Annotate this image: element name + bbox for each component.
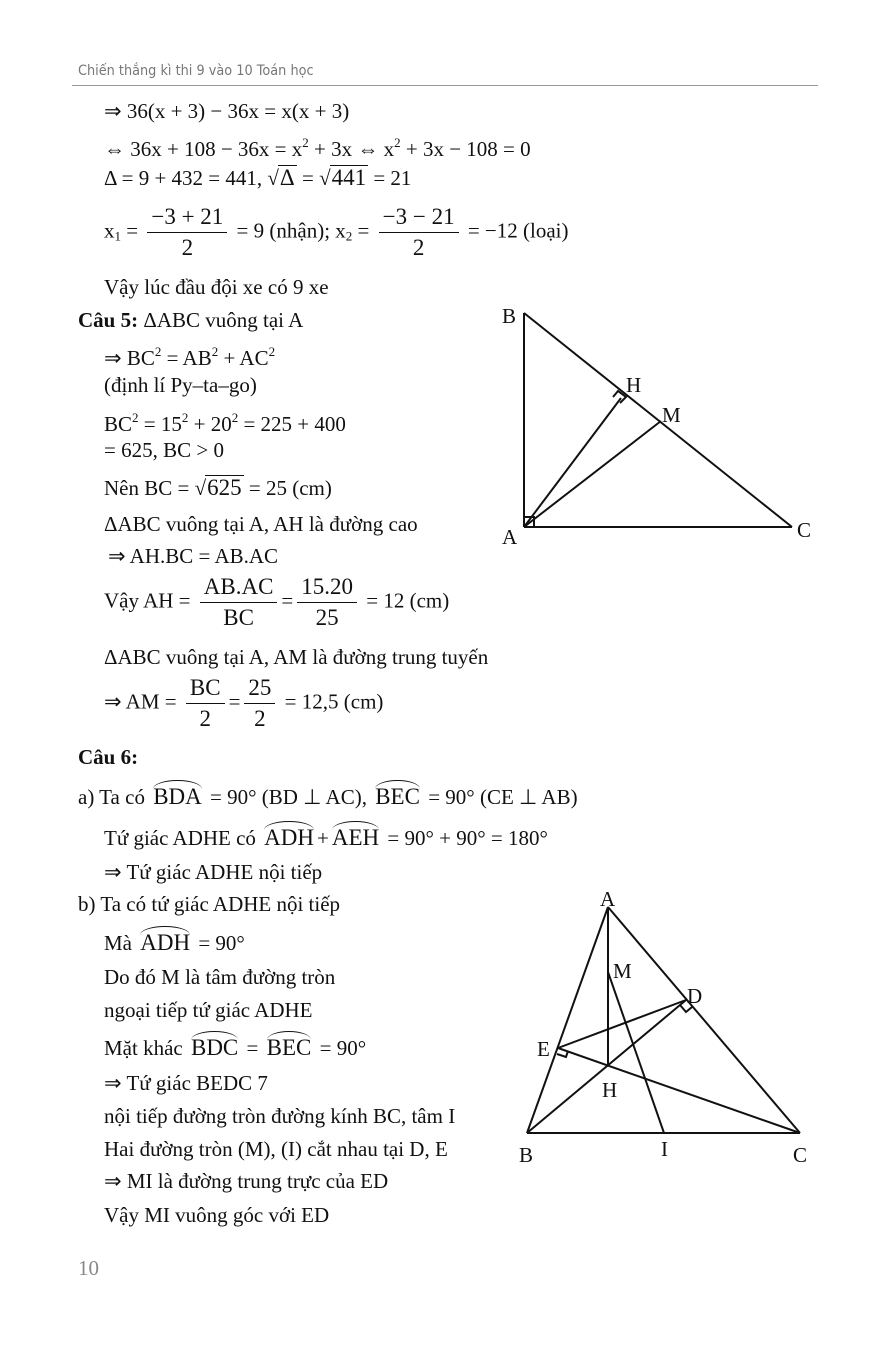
text: a) Ta có	[78, 785, 151, 809]
equation-line: = 625, BC > 0	[104, 438, 224, 462]
text: = AB	[161, 346, 212, 370]
text: = −12 (loại)	[462, 218, 569, 243]
text-line: ⇒ Tứ giác ADHE nội tiếp	[104, 860, 323, 884]
text: =	[296, 166, 320, 190]
text: Vậy AH =	[104, 588, 196, 613]
denominator: 2	[181, 235, 194, 260]
exponent: 2	[132, 410, 139, 425]
text: + AC	[218, 346, 269, 370]
text: + 20	[188, 412, 232, 436]
subscript: 1	[114, 228, 121, 244]
denominator: 2	[254, 706, 266, 731]
equation-line: ⇒ 36(x + 3) − 36x = x(x + 3)	[104, 99, 350, 123]
text: Mặt khác	[104, 1036, 188, 1060]
denominator: 25	[315, 605, 339, 630]
running-header: Chiến thắng kì thi 9 vào 10 Toán học	[78, 63, 314, 79]
text: Δ = 9 + 432 = 441,	[104, 166, 268, 190]
text-line: ngoại tiếp tứ giác ADHE	[104, 998, 313, 1022]
angle-symbol: ADH	[264, 825, 315, 850]
text-line: ΔABC vuông tại A, AH là đường cao	[104, 512, 418, 536]
text: = 12,5 (cm)	[279, 689, 384, 714]
text-line: Do đó M là tâm đường tròn	[104, 965, 336, 989]
numerator: AB.AC	[200, 572, 278, 603]
question-label: Câu 6:	[78, 745, 139, 769]
equation-line: Vậy AH = $\frac{AB.AC}{BC}$ = $\frac{15.20}{25}$ = 12 (cm)	[104, 572, 449, 633]
equation-line: Δ = 9 + 432 = 441, √Δ = √441 = 21	[104, 165, 412, 190]
label-D: D	[687, 984, 703, 1008]
figure-triangle-orthocenter	[527, 907, 800, 1133]
text-line: b) Ta có tứ giác ADHE nội tiếp	[78, 892, 341, 916]
label-H: H	[626, 373, 642, 397]
text-line: ⇒ Tứ giác BEDC 7	[104, 1071, 268, 1095]
text: = 90° (BD ⊥ AC),	[204, 785, 373, 809]
label-C: C	[793, 1143, 808, 1167]
angle-symbol: BEC	[266, 1035, 312, 1060]
angle-symbol: ADH	[140, 930, 191, 955]
label-B: B	[502, 304, 517, 328]
exponent: 2	[302, 135, 309, 150]
angle-symbol: BDC	[190, 1035, 239, 1060]
denominator: 2	[199, 706, 211, 731]
text: x	[104, 218, 115, 243]
text-line: ΔABC vuông tại A, AM là đường trung tuyến	[104, 645, 489, 669]
text: = 25 (cm)	[243, 476, 332, 500]
text: Nên BC =	[104, 476, 195, 500]
sqrt-radicand: Δ	[279, 165, 295, 190]
text: = 225 + 400	[238, 412, 346, 436]
text-line: (định lí Py–ta–go)	[104, 373, 257, 397]
exponent: 2	[211, 344, 219, 359]
text: ΔABC vuông tại A	[138, 308, 304, 332]
label-I: I	[661, 1137, 668, 1161]
text: + 3x − 108 = 0	[400, 137, 531, 161]
label-E: E	[537, 1037, 550, 1061]
text: = 15	[138, 412, 182, 436]
text: = 9 (nhận); x	[231, 218, 346, 243]
equation-line: Nên BC = √625 = 25 (cm)	[104, 475, 332, 500]
label-M: M	[662, 403, 681, 427]
denominator: BC	[223, 605, 254, 630]
sqrt-radicand: 625	[207, 475, 242, 500]
subscript: 2	[345, 228, 353, 244]
equation-line: ⇒ AH.BC = AB.AC	[108, 544, 279, 568]
exponent: 2	[181, 410, 189, 425]
numerator: −3 − 21	[379, 202, 459, 233]
label-C: C	[797, 518, 812, 542]
sqrt-radicand: 441	[331, 165, 367, 190]
text: = 90°	[314, 1036, 367, 1060]
text: Mà	[104, 931, 138, 955]
numerator: BC	[186, 673, 225, 704]
text: = 90°	[193, 931, 245, 955]
text: BC	[104, 412, 133, 436]
label-A: A	[600, 887, 616, 911]
text: ⇒ BC	[104, 346, 155, 370]
numerator: −3 + 21	[147, 202, 227, 233]
text-line: ⇒ MI là đường trung trực của ED	[104, 1169, 389, 1193]
conclusion-line: Vậy lúc đầu đội xe có 9 xe	[104, 275, 329, 299]
text: =	[241, 1036, 264, 1060]
label-H: H	[602, 1078, 618, 1102]
label-B: B	[519, 1143, 534, 1167]
text-line: Hai đường tròn (M), (I) cắt nhau tại D, E	[104, 1137, 448, 1161]
exponent: 2	[154, 344, 162, 359]
question-label: Câu 5:	[78, 308, 139, 332]
text: Tứ giác ADHE có	[104, 826, 262, 850]
numerator: 25	[244, 673, 275, 704]
page-number: 10	[78, 1256, 99, 1280]
angle-symbol: AEH	[331, 825, 380, 850]
exponent: 2	[231, 410, 239, 425]
equation-line: ⇒ AM = $\frac{BC}{2}$ = $\frac{25}{2}$ = 12,5 (cm)	[104, 673, 383, 734]
text: = 21	[368, 166, 412, 190]
text: = 12 (cm)	[361, 588, 450, 613]
text: =	[121, 218, 144, 243]
text: ⇔ 36x + 108 − 36x = x	[104, 137, 303, 161]
angle-symbol: BEC	[375, 784, 420, 809]
text-line: nội tiếp đường tròn đường kính BC, tâm I	[104, 1104, 456, 1128]
text: =	[352, 218, 375, 243]
segment-ED	[558, 1000, 686, 1048]
exponent: 2	[268, 344, 276, 359]
angle-symbol: BDA	[153, 784, 202, 809]
label-M: M	[613, 959, 632, 983]
text: + 3x ⇔ x	[308, 137, 395, 161]
text: +	[317, 826, 329, 850]
text: ⇒ AM =	[104, 689, 182, 714]
denominator: 2	[412, 235, 425, 260]
text-line: Vậy MI vuông góc với ED	[104, 1203, 330, 1227]
text: = 90° + 90° = 180°	[382, 826, 548, 850]
numerator: 15.20	[297, 572, 357, 603]
text: = 90° (CE ⊥ AB)	[422, 785, 578, 809]
figure-right-triangle	[524, 313, 792, 527]
segment-MI	[608, 972, 664, 1133]
exponent: 2	[394, 135, 401, 150]
label-A: A	[502, 525, 518, 549]
